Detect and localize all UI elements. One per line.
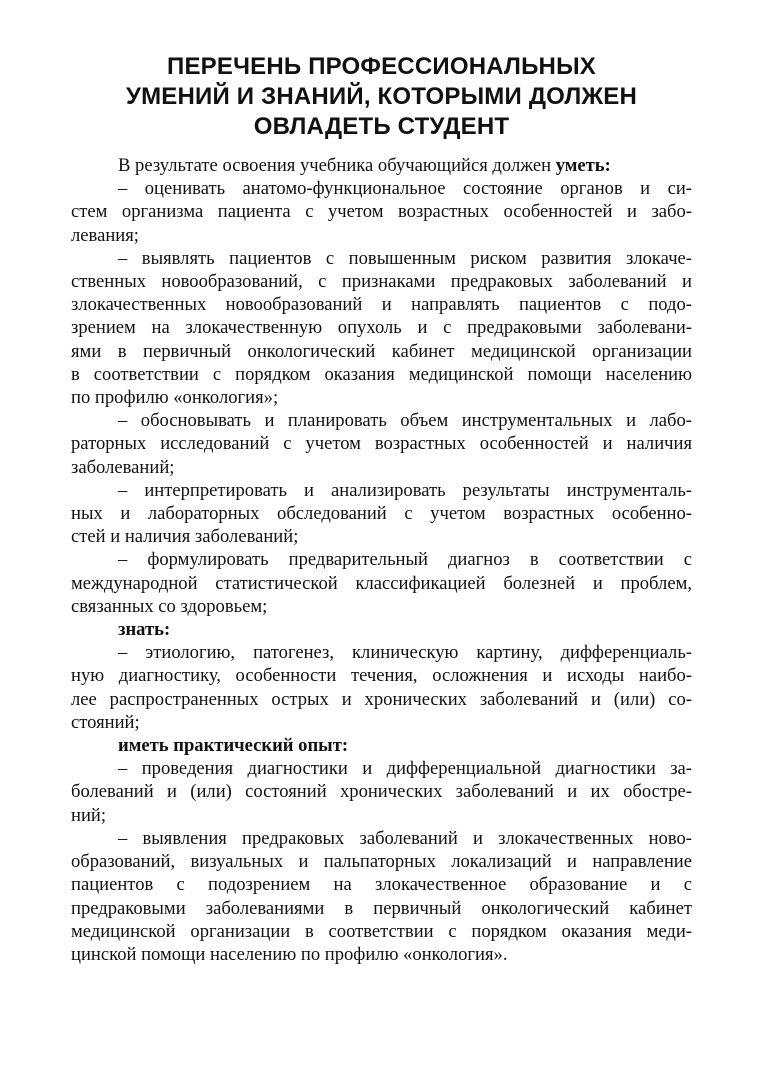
text-line: – выявления предраковых заболеваний и злокачественных ново- (118, 827, 692, 849)
text-line: цинской помощи населению по профилю «онкология». (71, 943, 508, 965)
text-line: предраковыми заболеваниями в первичный онкологический кабинет (71, 897, 692, 919)
experience-heading: иметь практический опыт: (118, 735, 349, 757)
skills-heading: уметь: (555, 155, 611, 176)
text-line: медицинской организации в соответствии с порядком оказания меди- (71, 920, 692, 942)
text-line: стояний; (71, 711, 140, 733)
list-item (71, 757, 692, 827)
title-line: ОВЛАДЕТЬ СТУДЕНТ (253, 113, 510, 140)
text-line: стей и наличия заболеваний; (71, 526, 299, 548)
text-line: ями в первичный онкологический кабинет медицинской организации (71, 340, 692, 362)
text-line: стем организма пациента с учетом возрастных особенностей и забо- (71, 201, 692, 223)
text-line: зрением на злокачественную опухоль и с предраковыми заболевани- (71, 317, 692, 339)
skills-list (71, 177, 692, 618)
text-line: международной статистической классификацией болезней и проблем, (71, 572, 692, 594)
text-line: злокачественных новообразований и направлять пациентов с подо- (71, 294, 692, 316)
text-line: ных и лабораторных обследований с учетом возрастных особенно- (71, 503, 692, 525)
know-heading: знать: (118, 619, 171, 641)
text-line: – этиологию, патогенез, клиническую картину, дифференциаль- (118, 642, 692, 664)
title-line: УМЕНИЙ И ЗНАНИЙ, КОТОРЫМИ ДОЛЖЕН (125, 83, 638, 110)
text-line: лее распространенных острых и хронических заболеваний и (или) со- (71, 688, 692, 710)
text-line: – формулировать предварительный диагноз в соответствии с (118, 549, 692, 571)
experience-list (71, 757, 692, 966)
text-line: ственных новообразований, с признаками предраковых заболеваний и (71, 271, 692, 293)
text-line: ную диагностику, особенности течения, осложнения и исходы наибо- (71, 665, 692, 687)
list-item (71, 827, 692, 966)
intro-paragraph (71, 154, 692, 177)
list-item (71, 479, 692, 549)
text-line: болеваний и (или) состояний хронических заболеваний и их обостре- (71, 781, 692, 803)
title-line: ПЕРЕЧЕНЬ ПРОФЕССИОНАЛЬНЫХ (167, 53, 596, 80)
document-page (71, 52, 692, 966)
text-line: раторных исследований с учетом возрастных особенностей и наличия (71, 433, 692, 455)
page-title (71, 52, 692, 142)
text-line: левания; (71, 224, 139, 246)
list-item (71, 409, 692, 479)
document-body (71, 154, 692, 966)
text-line: – интерпретировать и анализировать результаты инструменталь- (118, 479, 692, 501)
text-line: ний; (71, 804, 107, 826)
text-line: связанных со здоровьем; (71, 595, 268, 617)
text-line: – проведения диагностики и дифференциальной диагностики за- (118, 758, 692, 780)
list-item (71, 548, 692, 618)
list-item (71, 177, 692, 247)
experience-heading-line (71, 734, 692, 757)
know-heading-line (71, 618, 692, 641)
list-item (71, 247, 692, 409)
text-line: по профилю «онкология»; (71, 387, 279, 409)
text-line: пациентов с подозрением на злокачественное образование и с (71, 874, 692, 896)
text-line: – оценивать анатомо-функциональное состояние органов и си- (118, 178, 692, 200)
text-line: в соответствии с порядком оказания медицинской помощи населению (71, 363, 692, 385)
knowledge-list (71, 641, 692, 734)
text-line: – выявлять пациентов с повышенным риском развития злокаче- (118, 247, 692, 269)
text-line: заболеваний; (71, 456, 175, 478)
list-item (71, 641, 692, 734)
text-line: – обосновывать и планировать объем инструментальных и лабо- (118, 410, 692, 432)
intro-text: В результате освоения учебника обучающийся должен (118, 155, 556, 176)
text-line: образований, визуальных и пальпаторных локализаций и направление (71, 851, 692, 873)
